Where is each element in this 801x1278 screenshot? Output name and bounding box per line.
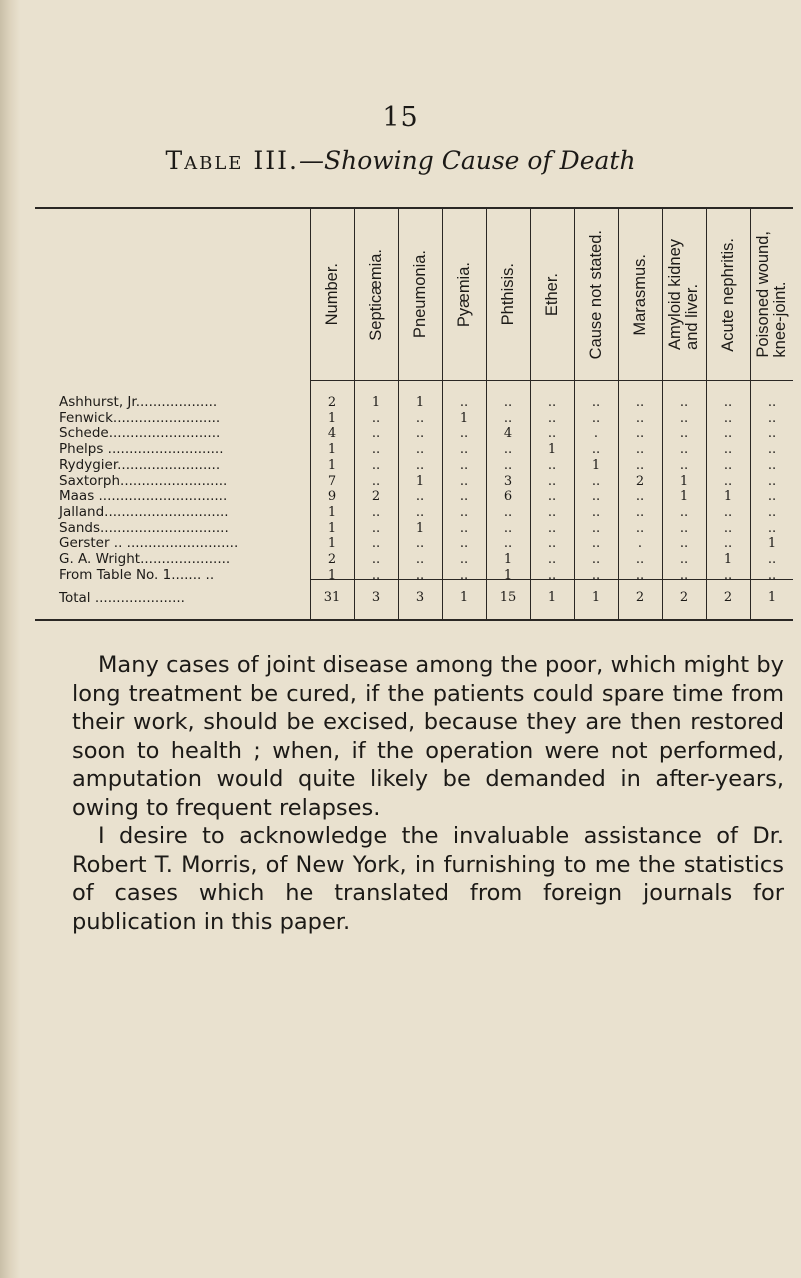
column-header-label: Marasmus. [630,253,649,336]
table-cell: .. [723,473,733,489]
table-cell: .. [591,395,601,410]
column-header [442,212,486,377]
table-cell: .. [591,536,601,552]
table-cell: 1 [415,473,425,489]
table-cell: .. [723,504,733,520]
table-cell: 7 [327,473,337,489]
table-top-rule [35,207,793,209]
table-label: Table III. [165,146,299,175]
row-author: Phelps ........................... [59,441,224,458]
table-cell: 2 [635,473,645,489]
page-binding-edge [0,0,20,1278]
column-header-label: Number. [322,263,341,326]
table-cell: .. [459,426,469,442]
table-cell: .. [635,426,645,442]
table-cell: .. [371,552,381,567]
total-cell: 31 [323,590,341,605]
table-cell: .. [371,520,381,536]
row-author: Schede.......................... [59,425,221,442]
table-cell: .. [415,567,425,583]
table-cell: .. [591,552,601,567]
table-cell: .. [679,504,689,520]
total-cell: 3 [371,590,381,605]
table-cell: 1 [679,489,689,505]
column-header [398,212,442,377]
table-cell: .. [371,504,381,520]
table-cell: .. [767,552,777,567]
table-cell: .. [723,536,733,552]
column-header [486,212,530,377]
table-cell: .. [371,473,381,489]
column-header [706,212,750,377]
table-cell: .. [679,567,689,583]
table-cell: .. [547,536,557,552]
table-cell: .. [547,395,557,410]
table-cell: .. [415,489,425,505]
table-cell: .. [503,410,513,426]
column-header [574,212,618,377]
table-cell: .. [635,567,645,583]
row-author: Saxtorph......................... [59,472,228,489]
table-cell: .. [371,410,381,426]
column-header-label: Cause not stated. [586,229,605,360]
table-cell: .. [459,504,469,520]
table-cell: .. [415,552,425,567]
table-cell: . [637,536,643,552]
table-cell: 1 [327,410,337,426]
table-cell: .. [767,410,777,426]
total-cell: 1 [547,590,557,605]
table-cell: 1 [327,567,337,583]
table-cell: .. [371,426,381,442]
row-author: Fenwick......................... [59,409,221,426]
table-cell: .. [547,552,557,567]
table-cell: .. [459,442,469,458]
table-cell: .. [635,410,645,426]
table-cell: .. [635,442,645,458]
table-cell: . [593,426,599,442]
table-cell: 1 [327,536,337,552]
row-author: Rydygier........................ [59,456,221,473]
table-cell: 4 [503,426,513,442]
table-cell: 1 [679,473,689,489]
table-cell: .. [767,442,777,458]
table-cell: .. [547,457,557,473]
table-cell: .. [415,410,425,426]
table-cell: .. [679,410,689,426]
table-cell: 2 [371,489,381,505]
table-cell: .. [547,410,557,426]
table-cell: .. [459,520,469,536]
table-title [0,146,801,175]
total-cell: 2 [723,590,733,605]
table-cell: 1 [591,457,601,473]
table-cell: .. [591,442,601,458]
column-header-label: Septicæmia. [366,248,385,341]
column-header-rule [310,380,793,381]
table-cell: 1 [547,442,557,458]
table-cell: 1 [767,536,777,552]
table-cell: 1 [415,395,425,410]
table-cell: .. [503,442,513,458]
table-cell: .. [679,442,689,458]
table-cell: .. [547,504,557,520]
table-cell: .. [767,426,777,442]
table-cell: .. [459,536,469,552]
row-author: Jalland............................. [59,503,229,520]
table-cell: .. [591,520,601,536]
column-header [750,212,794,377]
table-cell: 3 [503,473,513,489]
column-header [618,212,662,377]
total-cell: 1 [767,590,777,605]
total-cell: 3 [415,590,425,605]
table-cell: .. [767,473,777,489]
table-cell: .. [635,457,645,473]
table-cell: .. [679,552,689,567]
table-cell: .. [591,567,601,583]
table-cell: .. [371,442,381,458]
table-cell: .. [503,457,513,473]
paragraph-acknowledgement: I desire to acknowledge the invaluable assistance of Dr. Robert T. Morris, of New York, in furnishing to me the statistics of cases which he translated from foreign journals for publication in this paper. [72,823,784,935]
table-cell: .. [503,536,513,552]
table-cell: 9 [327,489,337,505]
column-header [310,212,354,377]
column-header [662,212,706,377]
table-cell: .. [723,426,733,442]
table-cell: .. [371,536,381,552]
table-cell: .. [459,473,469,489]
table-cell: 1 [327,442,337,458]
table-cell: .. [767,504,777,520]
table-cell: 1 [327,457,337,473]
table-cell: 1 [723,489,733,505]
table-cell: 2 [327,395,337,410]
total-cell: 2 [679,590,689,605]
column-header-label: Amyloid kidney and liver. [666,239,701,350]
table-cell: .. [503,395,513,410]
page-number: 15 [382,102,419,133]
table-cell: .. [591,473,601,489]
table-cell: .. [503,504,513,520]
body-text [72,651,784,936]
table-cell: .. [679,520,689,536]
table-cell: 1 [415,520,425,536]
table-cell: .. [415,457,425,473]
table-cell: .. [547,489,557,505]
column-header-label: Ether. [542,272,561,317]
table-cell: .. [415,442,425,458]
table-cell: .. [459,489,469,505]
table-cell: 2 [327,552,337,567]
table-cell: .. [459,552,469,567]
table-cell: .. [635,552,645,567]
table-cell: 1 [327,504,337,520]
table-cell: 1 [503,567,513,583]
table-cell: .. [723,395,733,410]
table-cell: .. [415,426,425,442]
row-author: G. A. Wright..................... [59,551,231,567]
table-cell: .. [679,457,689,473]
table-cell: .. [591,504,601,520]
row-author: From Table No. 1....... .. [59,566,215,583]
table-cell: .. [371,457,381,473]
column-header-label: Pyæmia. [454,261,473,328]
table-cell: 1 [459,410,469,426]
table-cell: 1 [503,552,513,567]
table-cell: 1 [327,520,337,536]
table-cell: 1 [371,395,381,410]
table-cell: .. [547,567,557,583]
table-cell: .. [591,489,601,505]
table-cell: .. [767,567,777,583]
table-cell: .. [635,395,645,410]
table-cell: .. [415,536,425,552]
total-cell: 1 [459,590,469,605]
table-cell: .. [635,504,645,520]
row-author: Gerster .. .......................... [59,535,239,552]
table-cell: .. [547,473,557,489]
table-cell: .. [723,457,733,473]
table-cell: .. [723,520,733,536]
table-cell: .. [371,567,381,583]
table-cell: .. [591,410,601,426]
table-cell: .. [635,489,645,505]
row-author: Ashhurst, Jr................... [59,394,218,410]
table-cell: .. [767,395,777,410]
table-cell: .. [723,442,733,458]
column-header-label: Pneumonia. [410,250,429,339]
table-cell: .. [459,457,469,473]
table-cell: .. [723,567,733,583]
total-label: Total ..................... [59,590,185,606]
table-cell: 6 [503,489,513,505]
table-cell: .. [767,457,777,473]
table-cell: .. [415,504,425,520]
table-cell: .. [679,395,689,410]
table-cell: 1 [723,552,733,567]
table-cell: .. [503,520,513,536]
column-header-label: Poisoned wound, knee-joint. [754,231,789,358]
table-cell: .. [767,489,777,505]
column-header [530,212,574,377]
table-cell: .. [767,520,777,536]
table-cell: .. [679,426,689,442]
total-cell: 15 [499,590,517,605]
table-cell: .. [723,410,733,426]
column-header-label: Acute nephritis. [718,237,737,352]
total-cell: 2 [635,590,645,605]
column-header [354,212,398,377]
column-header-label: Phthisis. [498,263,517,326]
paragraph-joint-disease: Many cases of joint disease among the poor, which might by long treatment be cured, if the patients could spare time from their work, should be excised, because they are then restored soon to health ; when, if the operation were not performed, amputation would quite likely be demanded in after-years, owing to frequent relapses. [72,652,784,821]
row-author: Sands.............................. [59,519,229,536]
table-cell: 4 [327,426,337,442]
row-author: Maas .............................. [59,488,228,505]
table-cell: .. [635,520,645,536]
table-cell: .. [679,536,689,552]
table-bottom-rule [35,619,793,621]
table-cell: .. [547,520,557,536]
total-cell: 1 [591,590,601,605]
table-cell: .. [459,395,469,410]
table-subtitle: —Showing Cause of Death [298,146,636,175]
table-cell: .. [459,567,469,583]
table-cell: .. [547,426,557,442]
